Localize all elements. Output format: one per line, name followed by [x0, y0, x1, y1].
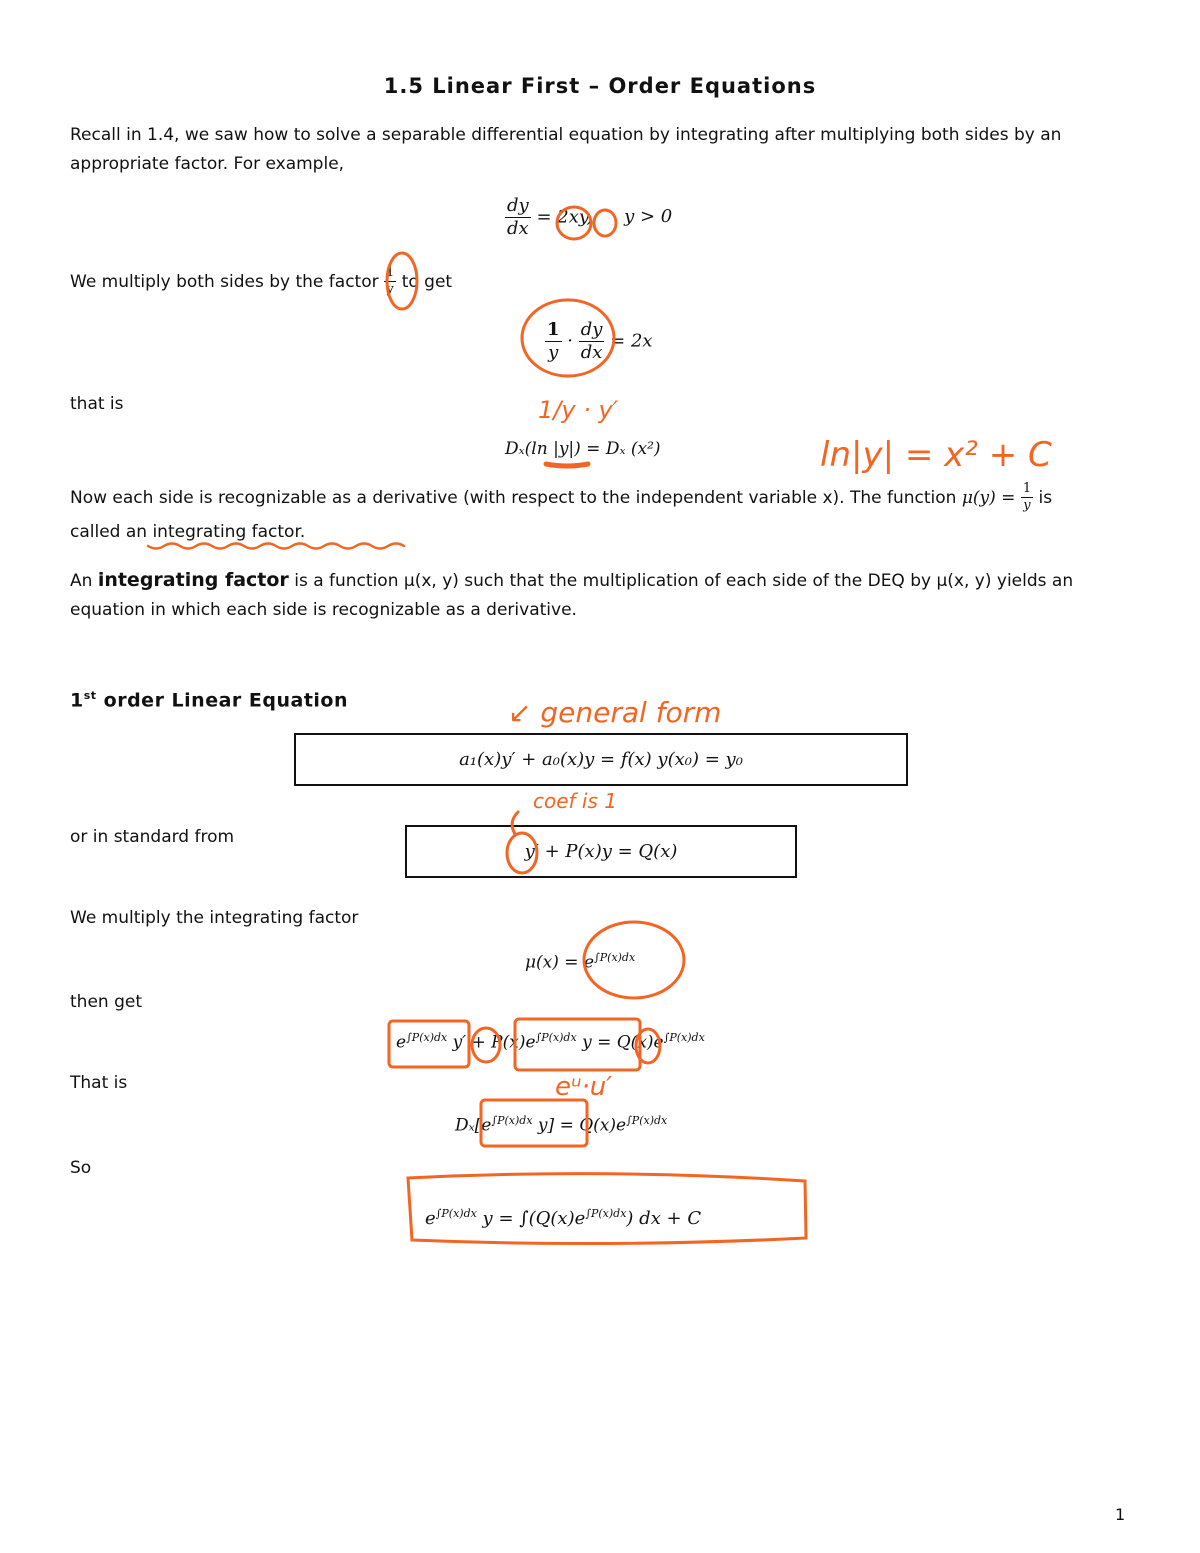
equation-solution: $e^{\int P(x)dx}$ $y = \int(Q(x)e^{\int P(x)dx})$ dx + C	[425, 1207, 702, 1229]
standard-form-equation: y′ + P(x)y = Q(x)	[524, 841, 678, 862]
that-is-label: that is	[70, 394, 124, 414]
note-coef: coef is 1	[533, 789, 617, 813]
page-title: 1.5 Linear First – Order Equations	[383, 74, 817, 98]
integrating-factor-equation: $\mu(x) = e^{\int P(x)dx}$	[525, 951, 636, 973]
note-mu: eᵘ·u′	[555, 1072, 613, 1102]
now-sentence: Now each side is recognizable as a derivative (with respect to the independent variable x). The function μ(y) = $\frac{1}{y}$ is	[70, 481, 1053, 514]
that-is-label-2: That is	[70, 1073, 128, 1093]
section-heading: 1st order Linear Equation	[70, 689, 348, 712]
note-general-form: ↙ general form	[508, 696, 722, 729]
equation-derivative: Dₓ(ln |y|) = Dₓ (x²)	[505, 439, 661, 459]
equation-separable: $\frac{dy}{dx}$ = 2xy, y > 0	[507, 195, 673, 239]
underline-ln	[546, 464, 588, 466]
standard-form-box	[405, 825, 797, 878]
wavy-underline	[148, 544, 404, 549]
note-ln: ln|y| = x² + C	[820, 435, 1052, 475]
equation-multiplied: $\frac{1}{y}$ · $\frac{dy}{dx}$ = 2x	[547, 319, 653, 363]
note-yprime: 1/y · y′	[538, 396, 619, 424]
called-sentence: called an integrating factor.	[70, 522, 306, 542]
page-number: 1	[1115, 1505, 1126, 1524]
general-form-equation: a₁(x)y′ + a₀(x)y = f(x) y(x₀) = y₀	[459, 749, 743, 770]
intro-paragraph: Recall in 1.4, we saw how to solve a separable differential equation by integrating after multiplying both sides by an appropriate factor. For example,	[70, 125, 1062, 174]
general-form-box	[294, 733, 908, 786]
equation-expanded: $e^{\int P(x)dx}$ $y' + P(x)e^{\int P(x)dx}$ $y = Q(x)e^{\int P(x)dx}$	[396, 1031, 705, 1053]
multiply-integrating-label: We multiply the integrating factor	[70, 908, 359, 928]
definition-paragraph: An integrating factor is a function μ(x, y) such that the multiplication of each side of the DEQ by μ(x, y) yields an equation in which each side is recognizable as a derivative.	[70, 569, 1074, 620]
multiply-sentence: We multiply both sides by the factor $\frac{1}{y}$ to get	[70, 265, 453, 298]
then-get-label: then get	[70, 992, 142, 1012]
equation-product-derivative: $D_x[e^{\int P(x)dx}$ $y] = Q(x)e^{\int P(x)dx}$	[455, 1114, 668, 1136]
so-label: So	[70, 1158, 92, 1178]
standard-form-label: or in standard from	[70, 827, 235, 847]
